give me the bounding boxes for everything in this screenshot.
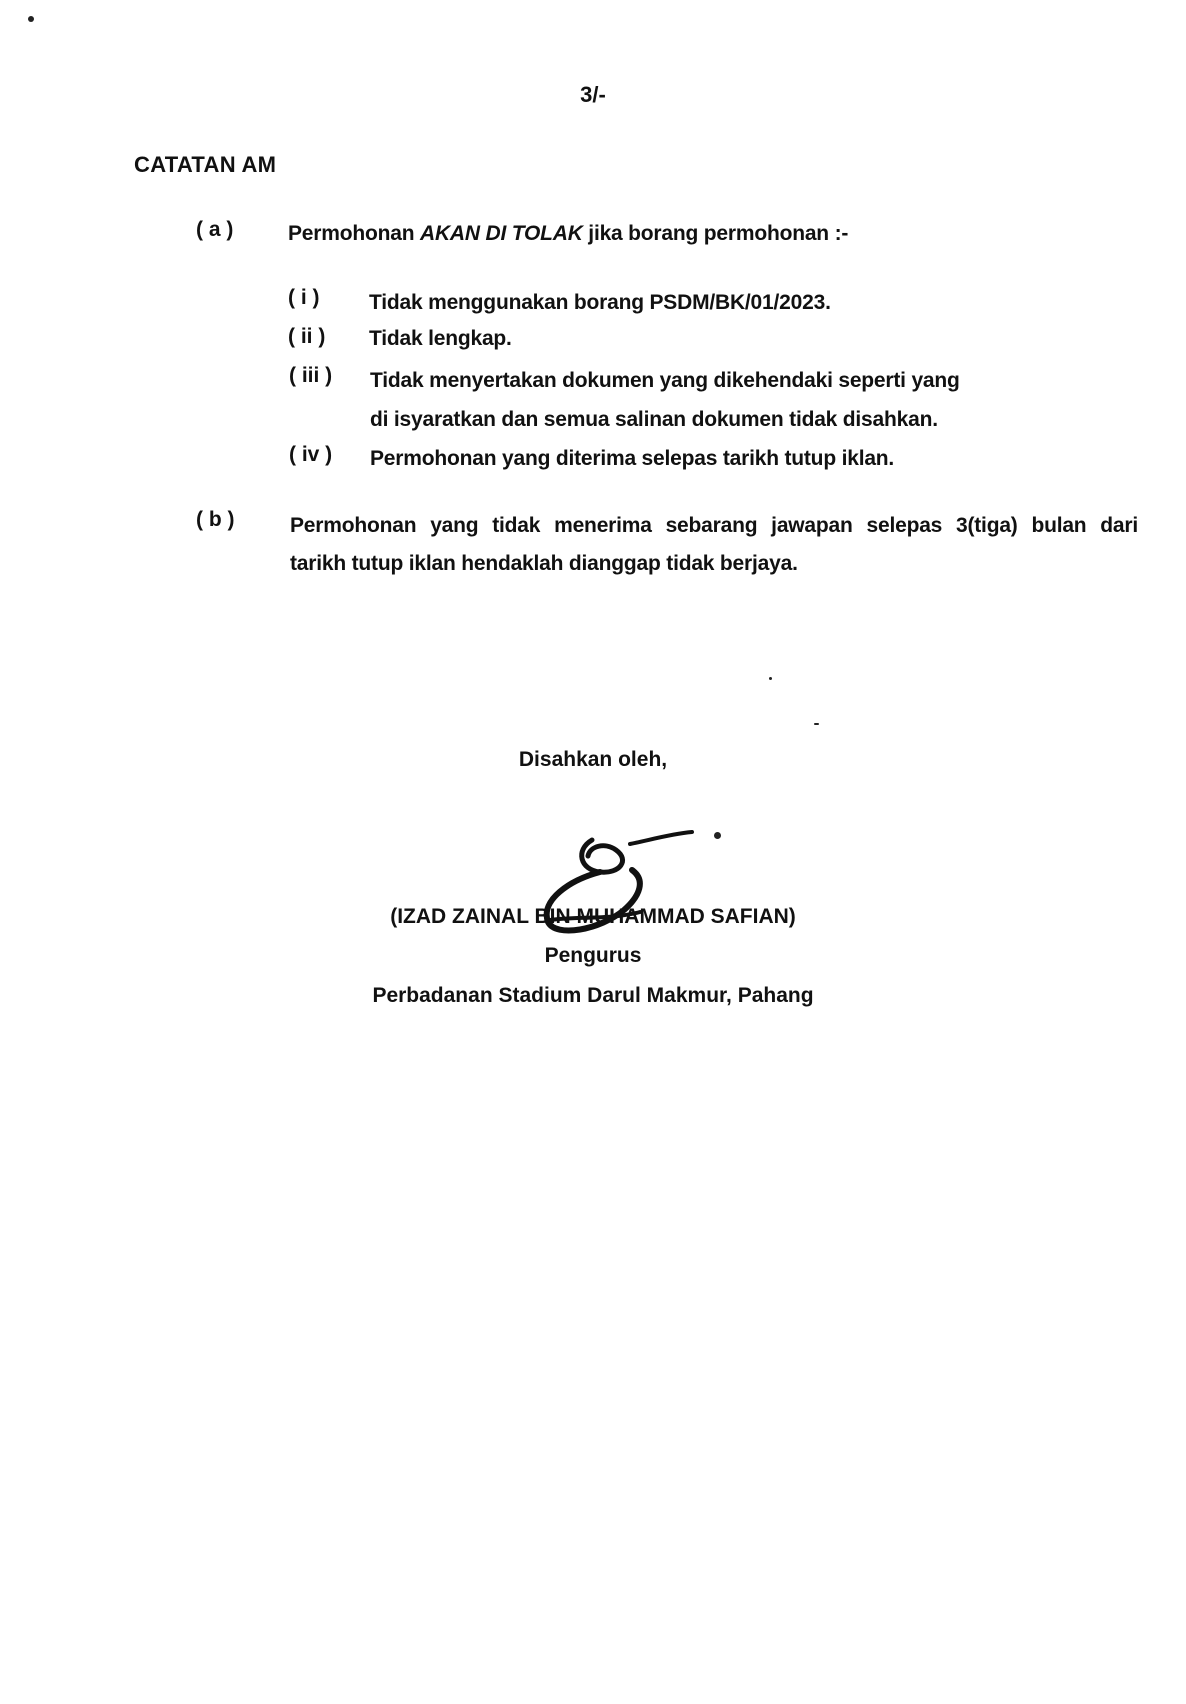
section-a-intro-before: Permohonan <box>288 222 420 245</box>
section-b-line-1: Permohonan yang tidak menerima sebarang jawapan selepas 3(tiga) bulan dari <box>290 514 1138 537</box>
ink-dot <box>714 832 721 839</box>
item-i-label: ( i ) <box>288 286 320 309</box>
section-a-intro <box>288 222 848 246</box>
page-title: CATATAN AM <box>134 152 277 177</box>
scan-speck <box>769 677 772 680</box>
page-number-marker: 3/- <box>580 82 606 107</box>
item-iv-text: Permohonan yang diterima selepas tarikh tutup iklan. <box>370 447 895 470</box>
item-iv-label: ( iv ) <box>289 443 333 466</box>
verified-by-label: Disahkan oleh, <box>518 748 668 771</box>
signatory-title: Pengurus <box>544 944 642 967</box>
signatory-organization: Perbadanan Stadium Darul Makmur, Pahang <box>372 984 814 1007</box>
item-i-text: Tidak menggunakan borang PSDM/BK/01/2023. <box>369 291 831 314</box>
section-b-label: ( b ) <box>196 508 235 531</box>
signatory-name: (IZAD ZAINAL BIN MUHAMMAD SAFIAN) <box>390 905 796 928</box>
section-a-label: ( a ) <box>196 218 234 241</box>
item-iii-text-cont: di isyaratkan dan semua salinan dokumen tidak disahkan. <box>370 408 938 431</box>
section-a-intro-emphasis: AKAN DI TOLAK <box>419 222 583 245</box>
item-iii-label: ( iii ) <box>289 364 333 387</box>
item-ii-label: ( ii ) <box>288 325 326 348</box>
section-b-line-2: tarikh tutup iklan hendaklah dianggap tidak berjaya. <box>290 552 798 575</box>
handwritten-signature <box>520 820 700 940</box>
scan-speck <box>814 723 819 725</box>
item-ii-text: Tidak lengkap. <box>369 327 512 350</box>
section-a-intro-after: jika borang permohonan :- <box>582 222 849 245</box>
item-iii-text: Tidak menyertakan dokumen yang dikehendaki seperti yang <box>370 369 960 392</box>
scan-speck <box>28 16 34 22</box>
